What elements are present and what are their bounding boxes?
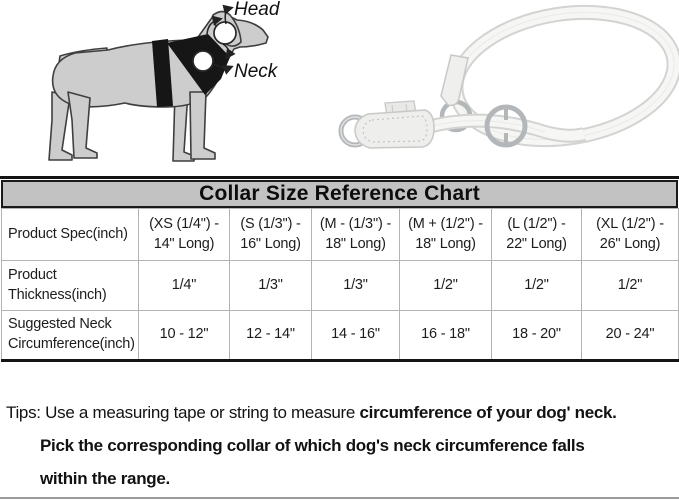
leather-end-cap	[355, 101, 434, 148]
circumference-value: 12 - 14"	[230, 311, 312, 361]
neck-label: Neck	[234, 61, 278, 82]
row-label-circumference: Suggested Neck Circumference(inch)	[2, 311, 139, 361]
thickness-value: 1/3"	[312, 261, 400, 311]
circumference-value: 18 - 20"	[492, 311, 582, 361]
head-label: Head	[234, 0, 280, 20]
collar-photo	[330, 0, 679, 175]
col-header-product-spec: Product Spec(inch)	[2, 209, 139, 261]
thickness-value: 1/3"	[230, 261, 312, 311]
size-chart-title: Collar Size Reference Chart	[199, 182, 480, 205]
col-header-m-plus: (M + (1/2'') - 18" Long)	[400, 209, 492, 261]
circumference-value: 10 - 12"	[139, 311, 230, 361]
table-header-row	[2, 209, 679, 261]
thickness-value: 1/2"	[492, 261, 582, 311]
circumference-value: 20 - 24"	[582, 311, 679, 361]
table-row-circumference	[2, 311, 679, 361]
thickness-value: 1/4"	[139, 261, 230, 311]
thickness-value: 1/2"	[400, 261, 492, 311]
col-header-m-minus: (M - (1/3'') - 18" Long)	[312, 209, 400, 261]
col-header-xs: (XS (1/4'') - 14" Long)	[139, 209, 230, 261]
divider-line-bottom	[0, 497, 679, 499]
head-marker-circle	[214, 22, 236, 44]
dog-measure-diagram	[30, 0, 310, 172]
divider-line-top	[0, 176, 679, 179]
circumference-value: 14 - 16"	[312, 311, 400, 361]
tips-text	[6, 396, 678, 495]
size-chart-title-bar	[1, 180, 678, 208]
tips-line-3: within the range.	[40, 469, 170, 488]
circumference-value: 16 - 18"	[400, 311, 492, 361]
col-header-xl: (XL (1/2'') - 26" Long)	[582, 209, 679, 261]
dog-front-leg-near	[190, 92, 215, 159]
tips-line-2: Pick the corresponding collar of which dog's neck circumference falls	[40, 436, 585, 455]
row-label-thickness: Product Thickness(inch)	[2, 261, 139, 311]
thickness-value: 1/2"	[582, 261, 679, 311]
col-header-l: (L (1/2'') - 22" Long)	[492, 209, 582, 261]
table-row-thickness	[2, 261, 679, 311]
col-header-s: (S (1/3'') - 16" Long)	[230, 209, 312, 261]
neck-marker-circle	[193, 51, 213, 71]
size-table	[1, 208, 679, 362]
tips-line-1: Tips: Use a measuring tape or string to measure circumference of your dog' neck.	[6, 403, 617, 422]
